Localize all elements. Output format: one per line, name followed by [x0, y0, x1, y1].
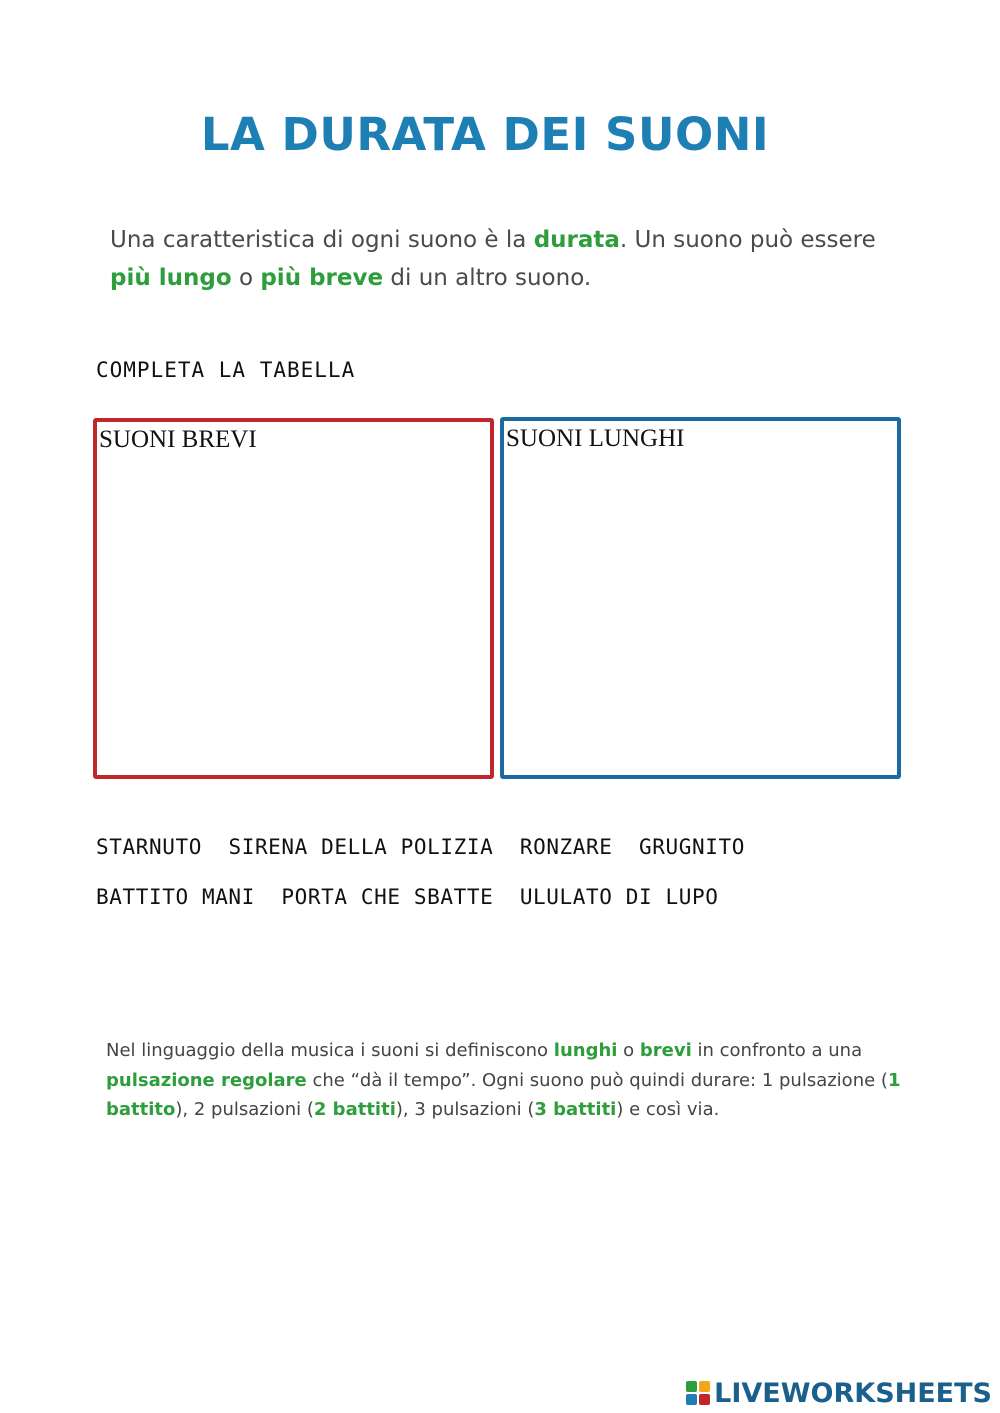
- music-part: ), 2 pulsazioni (: [175, 1099, 314, 1120]
- word-grugnito[interactable]: GRUGNITO: [639, 835, 745, 859]
- intro-text: [110, 221, 900, 297]
- short-sounds-dropzone[interactable]: [93, 418, 494, 779]
- word-starnuto[interactable]: STARNUTO: [96, 835, 202, 859]
- long-sounds-label: SUONI LUNGHI: [506, 425, 685, 452]
- word-ululato-di-lupo[interactable]: ULULATO DI LUPO: [519, 885, 719, 909]
- logo-square: [686, 1394, 697, 1405]
- word-battito-mani[interactable]: BATTITO MANI: [96, 885, 255, 909]
- short-sounds-label: SUONI BREVI: [99, 426, 257, 453]
- word-bank-row-2: [96, 885, 718, 909]
- intro-part: o: [231, 265, 261, 291]
- keyword-1-battito: 1 battito: [106, 1069, 901, 1120]
- music-part: Nel linguaggio della musica i suoni si definiscono: [106, 1040, 554, 1061]
- keyword-3-battiti: 3 battiti: [534, 1099, 617, 1120]
- logo-text: LIVEWORKSHEETS: [714, 1377, 992, 1409]
- liveworksheets-logo: [686, 1376, 992, 1410]
- logo-icon: [686, 1381, 710, 1405]
- instruction: COMPLETA LA TABELLA: [96, 358, 356, 382]
- word-sirena-della-polizia[interactable]: SIRENA DELLA POLIZIA: [228, 835, 494, 859]
- keyword-brevi: brevi: [639, 1040, 692, 1061]
- keyword-lunghi: lunghi: [553, 1040, 618, 1061]
- intro-part: di un altro suono.: [383, 265, 592, 291]
- keyword-durata: durata: [533, 227, 620, 253]
- music-part: ) e così via.: [616, 1099, 720, 1120]
- word-bank-row-1: [96, 835, 745, 859]
- music-explanation: [106, 1036, 906, 1125]
- music-part: ), 3 pulsazioni (: [395, 1099, 535, 1120]
- intro-part: Una caratteristica di ogni suono è la: [110, 227, 534, 253]
- word-porta-che-sbatte[interactable]: PORTA CHE SBATTE: [281, 885, 494, 909]
- keyword-piu-lungo: più lungo: [110, 265, 232, 291]
- music-part: o: [617, 1040, 640, 1061]
- logo-square: [699, 1381, 710, 1392]
- keyword-piu-breve: più breve: [260, 265, 384, 291]
- logo-square: [686, 1381, 697, 1392]
- music-part: in confronto a una: [691, 1040, 863, 1061]
- word-ronzare[interactable]: RONZARE: [519, 835, 613, 859]
- intro-part: . Un suono può essere: [619, 227, 876, 253]
- logo-square: [699, 1394, 710, 1405]
- keyword-2-battiti: 2 battiti: [313, 1099, 396, 1120]
- long-sounds-dropzone[interactable]: [500, 417, 901, 779]
- music-part: che “dà il tempo”. Ogni suono può quindi durare: 1 pulsazione (: [306, 1069, 888, 1091]
- page-title: LA DURATA DEI SUONI: [200, 108, 770, 161]
- keyword-pulsazione-regolare: pulsazione regolare: [106, 1069, 307, 1091]
